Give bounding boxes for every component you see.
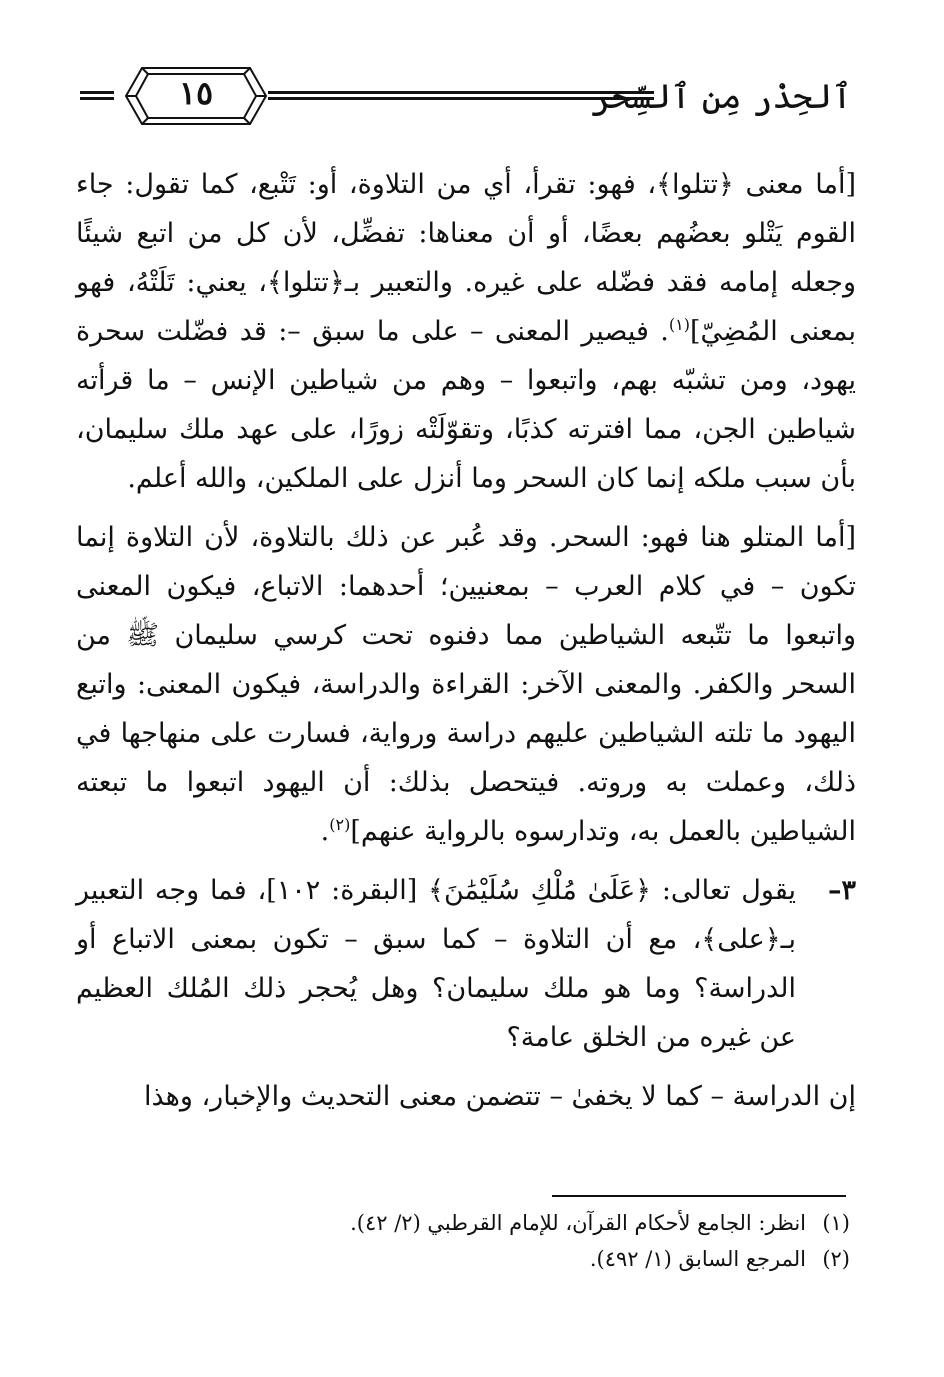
- paragraph-2: [76, 513, 856, 856]
- closing-paragraph: إن الدراسة – كما لا يخفىٰ – تتضمن معنى التحديث والإخبار، وهذا: [143, 1081, 856, 1112]
- footnote-text: المرجع السابق (١/ ٤٩٢).: [589, 1247, 806, 1271]
- footnote-1: [300, 1205, 850, 1241]
- header-rule-short: [80, 91, 114, 100]
- footnote-divider: [552, 1195, 846, 1197]
- header-rule: [268, 91, 654, 100]
- footnote-number: (١): [822, 1211, 850, 1235]
- book-title: ٱلحِذْر مِن ٱلسِّحر: [591, 77, 852, 117]
- item-3-text: يقول تعالى: ﴿عَلَىٰ مُلْكِ سُلَيْمَٰنَ﴾ [البقرة: ١٠٢]، فما وجه التعبير بـ﴿على﴾، مع أن التلاوة – كما سبق – تكون بمعنى الاتباع أو الدراسة؟ وما هو ملك سليمان؟ وهل يُحجر ذلك المُلك العظيم عن غيره من الخلق عامة؟: [76, 875, 796, 1053]
- footnote-number: (٢): [822, 1247, 850, 1271]
- footnote-text: انظر: الجامع لأحكام القرآن، للإمام القرطبي (٢/ ٤٢).: [350, 1211, 806, 1235]
- paragraph-1-text: [أما معنى ﴿تتلوا﴾، فهو: تقرأ، أي من التلاوة، أو: تَتْبع، كما تقول: جاء القوم يَتْلو بعضُهم بعضًا، أو أن معناها: تفضِّل، لأن كل من اتبع شيئًا وجعله إمامه فقد فضّله على غيره. والتعبير بـ﴿تتلوا﴾، يعني: تَلَتْهُ، فهو بمعنى المُضِيّ]: [76, 169, 856, 347]
- footnote-ref-1: (١): [668, 315, 690, 334]
- main-text: [76, 160, 856, 1121]
- item-number: ٣–: [827, 875, 856, 906]
- page-number: ١٥: [178, 74, 214, 112]
- footnote-2: [300, 1241, 850, 1277]
- paragraph-1: [76, 160, 856, 503]
- paragraph-2-tail: .: [320, 816, 330, 847]
- paragraph-2-text: [أما المتلو هنا فهو: السحر. وقد عُبر عن ذلك بالتلاوة، لأن التلاوة إنما تكون – في كلام العرب – بمعنيين؛ أحدهما: الاتباع، فيكون المعنى واتبعوا ما تتّبعه الشياطين مما دفنوه تحت كرسي سليمان ﷺ من السحر والكفر. والمعنى الآخر: القراءة والدراسة، فيكون المعنى: واتبع اليهود ما تلته الشياطين عليهم دراسة ورواية، فسارت على منهاجها في ذلك، وعملت به وروته. فيتحصل بذلك: أن اليهود اتبعوا ما تبعته الشياطين بالعمل به، وتدارسوه بالرواية عنهم]: [76, 522, 856, 847]
- page-number-ornament: [122, 64, 270, 128]
- footnotes: [300, 1205, 850, 1277]
- footnote-ref-2: (٢): [329, 815, 351, 834]
- numbered-item-3: [76, 866, 856, 1062]
- running-header: [72, 58, 852, 138]
- paragraph-1-tail: . فيصير المعنى – على ما سبق –: قد فضّلت سحرة يهود، ومن تشبّه بهم، واتبعوا – وهم من شياطين الإنس – ما قرأته شياطين الجن، مما افترته كذبًا، وتقوّلَتْه زورًا، على عهد ملك سليمان، بأن سبب ملكه إنما كان السحر وما أنزل على الملكين، والله أعلم.: [76, 316, 856, 494]
